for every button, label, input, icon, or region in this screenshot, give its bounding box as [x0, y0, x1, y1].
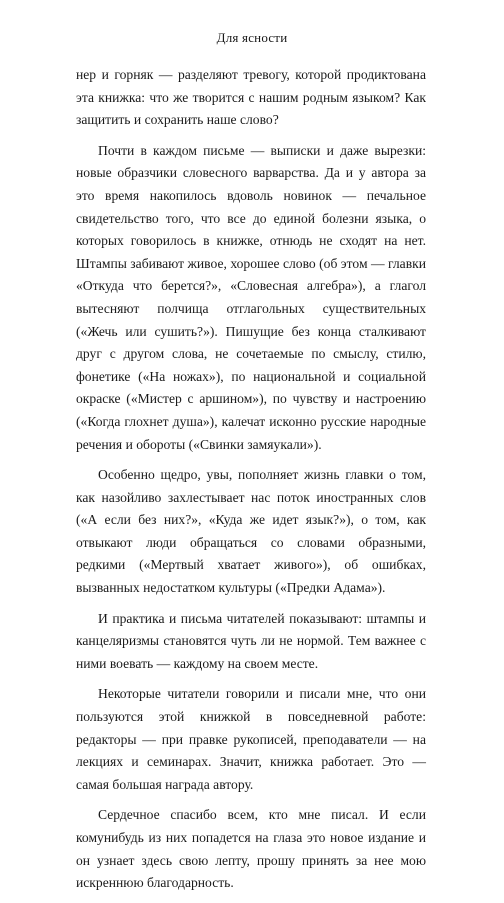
paragraph: Сердечное спасибо всем, кто мне писал. И если комунибудь из них попадется на глаза это новое издание и он узнает здесь свою лепту, прошу принять за нее мою искреннюю благодарность. [76, 807, 426, 891]
running-head: Для ясности [216, 30, 288, 45]
paragraph: И практика и письма читателей показывают: штампы и канцеляризмы становятся чуть ли не нормой. Тем важнее с ними воевать — каждому на своем месте. [76, 610, 426, 671]
paragraph: Особенно щедро, увы, пополняет жизнь главки о том, как назойливо захлестывает нас поток иностранных слов («А если без них?», «Куда же идет язык?»), о том, как отвыкают люди обращаться со словами образными, редкими («Мертвый хватает живого»), об ошибках, вызванных недостатком культуры («Предки Адама»). [76, 467, 426, 596]
paragraph: Почти в каждом письме — выписки и даже вырезки: новые образчики словесного варварства. Да и у автора за это время накопилось вдоволь новинок — печальное свидетельство того, что все до единой болезни языка, о которых говорилось в книжке, отнюдь не сходят на нет. Штампы забивают живое, хорошее слово (об этом — главки «Откуда что берется?», «Словесная алгебра»), а глагол вытесняют полчища отглагольных существительных («Жечь или сушить?»). Пишущие без конца сталкивают друг с другом слова, не сочетаемые по смыслу, стилю, фонетике («На ножах»), по национальной и социальной окраске («Мистер с аршином»), по чувству и настроению («Когда глохнет душа»), калечат исконно русские народные речения и обороты («Свинки замяукали»). [76, 142, 426, 452]
body-text [76, 64, 426, 903]
paragraph: нер и горняк — разделяют тревогу, которой продиктована эта книжка: что же творится с нашим родным языком? Как защитить и сохранить наше слово? [76, 67, 426, 128]
paragraph: Некоторые читатели говорили и писали мне, что они пользуются этой книжкой в повседневной работе: редакторы — при правке рукописей, преподаватели — на лекциях и семинарах. Значит, книжка работает. Это — самая большая награда автору. [76, 686, 426, 792]
